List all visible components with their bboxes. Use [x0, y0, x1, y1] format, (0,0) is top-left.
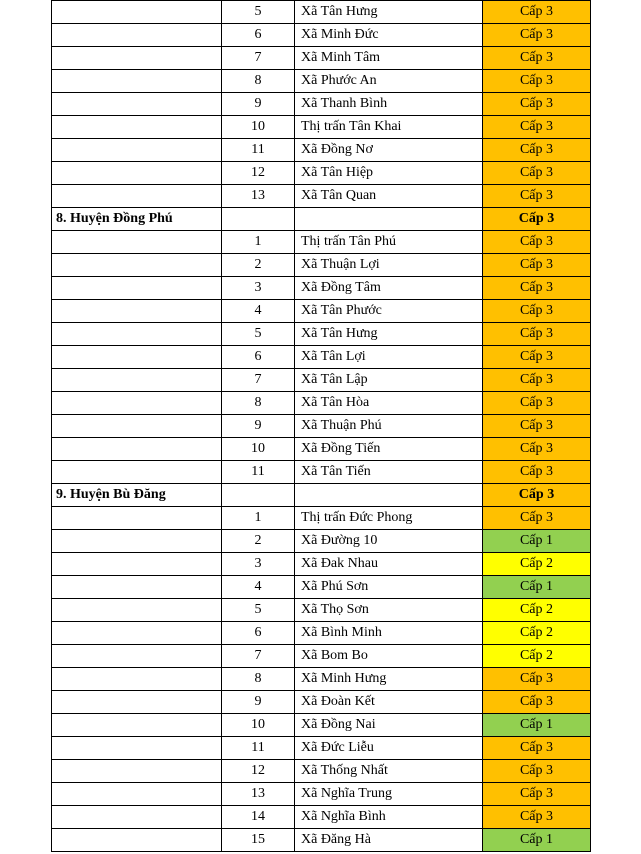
empty-cell — [52, 162, 222, 185]
empty-cell — [52, 254, 222, 277]
commune-name: Xã Đăng Hà — [295, 829, 483, 852]
empty-cell — [52, 829, 222, 852]
empty-cell — [52, 783, 222, 806]
table-row — [52, 415, 591, 438]
empty-cell — [52, 116, 222, 139]
table-row — [52, 714, 591, 737]
level-badge: Cấp 3 — [483, 346, 591, 369]
table-row — [52, 691, 591, 714]
level-badge: Cấp 1 — [483, 714, 591, 737]
level-badge: Cấp 3 — [483, 1, 591, 24]
empty-cell — [52, 24, 222, 47]
table-row — [52, 369, 591, 392]
row-number: 13 — [222, 185, 295, 208]
level-badge: Cấp 3 — [483, 254, 591, 277]
level-badge: Cấp 3 — [483, 139, 591, 162]
level-badge: Cấp 3 — [483, 323, 591, 346]
row-number: 11 — [222, 139, 295, 162]
row-number: 5 — [222, 599, 295, 622]
empty-cell — [52, 277, 222, 300]
level-badge: Cấp 1 — [483, 576, 591, 599]
district-header-row — [52, 208, 591, 231]
commune-name: Thị trấn Tân Khai — [295, 116, 483, 139]
row-number: 6 — [222, 622, 295, 645]
row-number: 10 — [222, 438, 295, 461]
level-badge: Cấp 3 — [483, 507, 591, 530]
table-row — [52, 277, 591, 300]
table-row — [52, 70, 591, 93]
table-row — [52, 737, 591, 760]
row-number: 2 — [222, 530, 295, 553]
empty-cell — [52, 300, 222, 323]
level-badge: Cấp 2 — [483, 622, 591, 645]
empty-cell — [52, 806, 222, 829]
table-row — [52, 829, 591, 852]
row-number: 4 — [222, 576, 295, 599]
commune-name: Xã Đồng Nai — [295, 714, 483, 737]
table-row — [52, 185, 591, 208]
row-number: 7 — [222, 369, 295, 392]
row-number: 11 — [222, 737, 295, 760]
empty-cell — [52, 691, 222, 714]
row-number: 11 — [222, 461, 295, 484]
empty-cell — [52, 139, 222, 162]
level-badge: Cấp 3 — [483, 162, 591, 185]
commune-name: Xã Minh Đức — [295, 24, 483, 47]
level-badge: Cấp 3 — [483, 461, 591, 484]
empty-cell — [52, 369, 222, 392]
level-badge: Cấp 3 — [483, 438, 591, 461]
table-row — [52, 231, 591, 254]
empty-cell — [52, 714, 222, 737]
commune-name: Xã Tân Hòa — [295, 392, 483, 415]
commune-name: Xã Đoàn Kết — [295, 691, 483, 714]
level-badge: Cấp 3 — [483, 415, 591, 438]
commune-name: Xã Thuận Phú — [295, 415, 483, 438]
empty-cell — [222, 484, 295, 507]
row-number: 9 — [222, 415, 295, 438]
row-number: 4 — [222, 300, 295, 323]
table-row — [52, 806, 591, 829]
row-number: 13 — [222, 783, 295, 806]
level-badge: Cấp 1 — [483, 829, 591, 852]
empty-cell — [52, 93, 222, 116]
empty-cell — [52, 346, 222, 369]
empty-cell — [52, 47, 222, 70]
empty-cell — [52, 507, 222, 530]
commune-name: Xã Bom Bo — [295, 645, 483, 668]
empty-cell — [222, 208, 295, 231]
commune-name: Xã Tân Phước — [295, 300, 483, 323]
commune-name: Xã Nghĩa Trung — [295, 783, 483, 806]
level-badge: Cấp 3 — [483, 760, 591, 783]
empty-cell — [52, 323, 222, 346]
commune-name: Xã Tân Lợi — [295, 346, 483, 369]
table-row — [52, 645, 591, 668]
row-number: 12 — [222, 760, 295, 783]
row-number: 2 — [222, 254, 295, 277]
empty-cell — [295, 484, 483, 507]
row-number: 8 — [222, 70, 295, 93]
table-row — [52, 553, 591, 576]
table-row — [52, 576, 591, 599]
table-row — [52, 24, 591, 47]
table-row — [52, 93, 591, 116]
empty-cell — [52, 622, 222, 645]
row-number: 15 — [222, 829, 295, 852]
level-badge: Cấp 3 — [483, 369, 591, 392]
table-row — [52, 507, 591, 530]
table-row — [52, 438, 591, 461]
commune-name: Thị trấn Đức Phong — [295, 507, 483, 530]
empty-cell — [52, 438, 222, 461]
row-number: 9 — [222, 691, 295, 714]
level-badge: Cấp 3 — [483, 277, 591, 300]
commune-name: Xã Tân Hưng — [295, 1, 483, 24]
district-header-row — [52, 484, 591, 507]
table-row — [52, 461, 591, 484]
level-badge: Cấp 3 — [483, 806, 591, 829]
commune-name: Xã Tân Tiến — [295, 461, 483, 484]
empty-cell — [52, 599, 222, 622]
row-number: 7 — [222, 645, 295, 668]
row-number: 5 — [222, 1, 295, 24]
commune-name: Xã Minh Hưng — [295, 668, 483, 691]
commune-name: Xã Tân Hiệp — [295, 162, 483, 185]
level-badge: Cấp 3 — [483, 208, 591, 231]
table-row — [52, 346, 591, 369]
commune-name: Xã Thống Nhất — [295, 760, 483, 783]
level-badge: Cấp 3 — [483, 70, 591, 93]
empty-cell — [52, 645, 222, 668]
level-badge: Cấp 2 — [483, 553, 591, 576]
table-row — [52, 668, 591, 691]
empty-cell — [52, 668, 222, 691]
commune-name: Xã Thanh Bình — [295, 93, 483, 116]
commune-name: Xã Tân Lập — [295, 369, 483, 392]
row-number: 8 — [222, 392, 295, 415]
table-row — [52, 392, 591, 415]
row-number: 7 — [222, 47, 295, 70]
table-row — [52, 530, 591, 553]
commune-name: Xã Phước An — [295, 70, 483, 93]
row-number: 3 — [222, 277, 295, 300]
row-number: 12 — [222, 162, 295, 185]
empty-cell — [52, 1, 222, 24]
level-badge: Cấp 3 — [483, 737, 591, 760]
row-number: 8 — [222, 668, 295, 691]
empty-cell — [52, 185, 222, 208]
table-body — [52, 1, 591, 852]
level-badge: Cấp 3 — [483, 116, 591, 139]
commune-name: Xã Bình Minh — [295, 622, 483, 645]
empty-cell — [52, 576, 222, 599]
level-badge: Cấp 3 — [483, 24, 591, 47]
row-number: 1 — [222, 231, 295, 254]
table-row — [52, 116, 591, 139]
row-number: 5 — [222, 323, 295, 346]
row-number: 10 — [222, 116, 295, 139]
table-row — [52, 323, 591, 346]
commune-name: Xã Đồng Nơ — [295, 139, 483, 162]
level-badge: Cấp 3 — [483, 392, 591, 415]
empty-cell — [52, 760, 222, 783]
level-badge: Cấp 2 — [483, 645, 591, 668]
empty-cell — [52, 530, 222, 553]
row-number: 14 — [222, 806, 295, 829]
empty-cell — [52, 70, 222, 93]
level-badge: Cấp 3 — [483, 668, 591, 691]
table-row — [52, 760, 591, 783]
table-row — [52, 599, 591, 622]
level-badge: Cấp 3 — [483, 93, 591, 116]
commune-name: Xã Đức Liễu — [295, 737, 483, 760]
row-number: 10 — [222, 714, 295, 737]
commune-name: Xã Nghĩa Bình — [295, 806, 483, 829]
table-row — [52, 139, 591, 162]
empty-cell — [52, 392, 222, 415]
level-badge: Cấp 3 — [483, 231, 591, 254]
level-badge: Cấp 2 — [483, 599, 591, 622]
row-number: 6 — [222, 346, 295, 369]
table-row — [52, 622, 591, 645]
commune-name: Thị trấn Tân Phú — [295, 231, 483, 254]
empty-cell — [52, 231, 222, 254]
commune-name: Xã Đak Nhau — [295, 553, 483, 576]
table-row — [52, 1, 591, 24]
document-page — [51, 0, 591, 852]
level-badge: Cấp 3 — [483, 300, 591, 323]
commune-name: Xã Thọ Sơn — [295, 599, 483, 622]
empty-cell — [52, 415, 222, 438]
row-number: 3 — [222, 553, 295, 576]
commune-name: Xã Phú Sơn — [295, 576, 483, 599]
district-name: 8. Huyện Đồng Phú — [52, 208, 222, 231]
level-badge: Cấp 1 — [483, 530, 591, 553]
level-badge: Cấp 3 — [483, 783, 591, 806]
row-number: 9 — [222, 93, 295, 116]
table-row — [52, 300, 591, 323]
table-row — [52, 162, 591, 185]
commune-name: Xã Tân Hưng — [295, 323, 483, 346]
district-name: 9. Huyện Bù Đăng — [52, 484, 222, 507]
row-number: 1 — [222, 507, 295, 530]
commune-name: Xã Đồng Tâm — [295, 277, 483, 300]
table-row — [52, 783, 591, 806]
commune-name: Xã Đường 10 — [295, 530, 483, 553]
empty-cell — [52, 553, 222, 576]
empty-cell — [295, 208, 483, 231]
commune-level-table — [51, 0, 591, 852]
commune-name: Xã Tân Quan — [295, 185, 483, 208]
level-badge: Cấp 3 — [483, 47, 591, 70]
commune-name: Xã Thuận Lợi — [295, 254, 483, 277]
level-badge: Cấp 3 — [483, 484, 591, 507]
level-badge: Cấp 3 — [483, 691, 591, 714]
level-badge: Cấp 3 — [483, 185, 591, 208]
empty-cell — [52, 461, 222, 484]
row-number: 6 — [222, 24, 295, 47]
table-row — [52, 254, 591, 277]
commune-name: Xã Minh Tâm — [295, 47, 483, 70]
commune-name: Xã Đồng Tiến — [295, 438, 483, 461]
table-row — [52, 47, 591, 70]
empty-cell — [52, 737, 222, 760]
